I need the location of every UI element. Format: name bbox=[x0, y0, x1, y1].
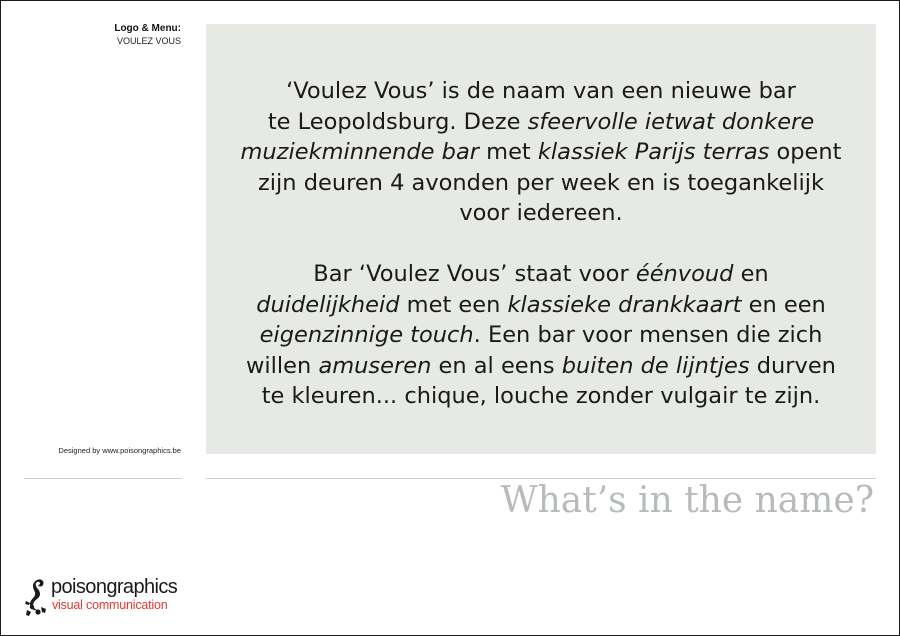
text-line bbox=[206, 290, 876, 321]
emphasis-text: éénvoud bbox=[635, 261, 734, 287]
text-run: ‘Voulez Vous’ is de naam van een nieuwe bar bbox=[286, 78, 796, 104]
text-run: en een bbox=[741, 291, 826, 318]
emphasis-text: amuseren bbox=[318, 352, 432, 379]
project-name: VOULEZ VOUS bbox=[116, 36, 181, 46]
emphasis-text: klassieke drankkaart bbox=[507, 291, 742, 318]
text-line bbox=[206, 137, 876, 168]
emphasis-text: muziekminnende bar bbox=[240, 139, 480, 165]
text-run: Bar ‘Voulez Vous’ staat voor bbox=[313, 261, 636, 287]
emphasis-text: klassiek Parijs terras bbox=[537, 139, 770, 165]
emphasis-text: eigenzinnige touch bbox=[259, 322, 474, 348]
text-line bbox=[206, 76, 876, 107]
text-run: willen bbox=[246, 352, 319, 379]
emphasis-text: duidelijkheid bbox=[256, 291, 400, 318]
text-line bbox=[206, 198, 876, 229]
emphasis-text: sfeervolle ietwat donkere bbox=[527, 108, 815, 135]
text-line bbox=[206, 259, 876, 290]
text-run: en al eens bbox=[431, 352, 562, 379]
text-line bbox=[206, 320, 876, 351]
headline: What’s in the name? bbox=[500, 480, 874, 521]
text-run: met een bbox=[399, 291, 508, 318]
text-run: te Leopoldsburg. Deze bbox=[267, 108, 528, 135]
divider-left bbox=[24, 478, 182, 479]
description-text bbox=[206, 76, 876, 412]
text-run: opent bbox=[769, 139, 842, 165]
section-title: Logo & Menu: bbox=[114, 23, 181, 34]
text-run: en bbox=[733, 261, 769, 287]
text-line bbox=[206, 381, 876, 412]
text-run: . Een bar voor mensen die zich bbox=[473, 322, 823, 348]
text-run: durven bbox=[749, 352, 836, 379]
company-logo bbox=[24, 577, 194, 617]
emphasis-text: buiten de lijntjes bbox=[561, 352, 750, 379]
text-line bbox=[206, 351, 876, 382]
text-run: met bbox=[479, 139, 538, 165]
text-run: te kleuren... chique, louche zonder vulgair te zijn. bbox=[261, 383, 821, 409]
text-line bbox=[206, 107, 876, 138]
logo-tagline: visual communication bbox=[52, 598, 168, 612]
text-run: zijn deuren 4 avonden per week en is toegankelijk bbox=[257, 169, 825, 196]
text-line bbox=[206, 168, 876, 199]
logo-name: poisongraphics bbox=[51, 576, 178, 598]
paragraph-break bbox=[206, 229, 876, 260]
scorpion-icon bbox=[24, 577, 50, 617]
text-run: voor iedereen. bbox=[459, 200, 623, 226]
designer-credit: Designed by www.poisongraphics.be bbox=[58, 446, 181, 455]
description-panel bbox=[206, 24, 876, 454]
